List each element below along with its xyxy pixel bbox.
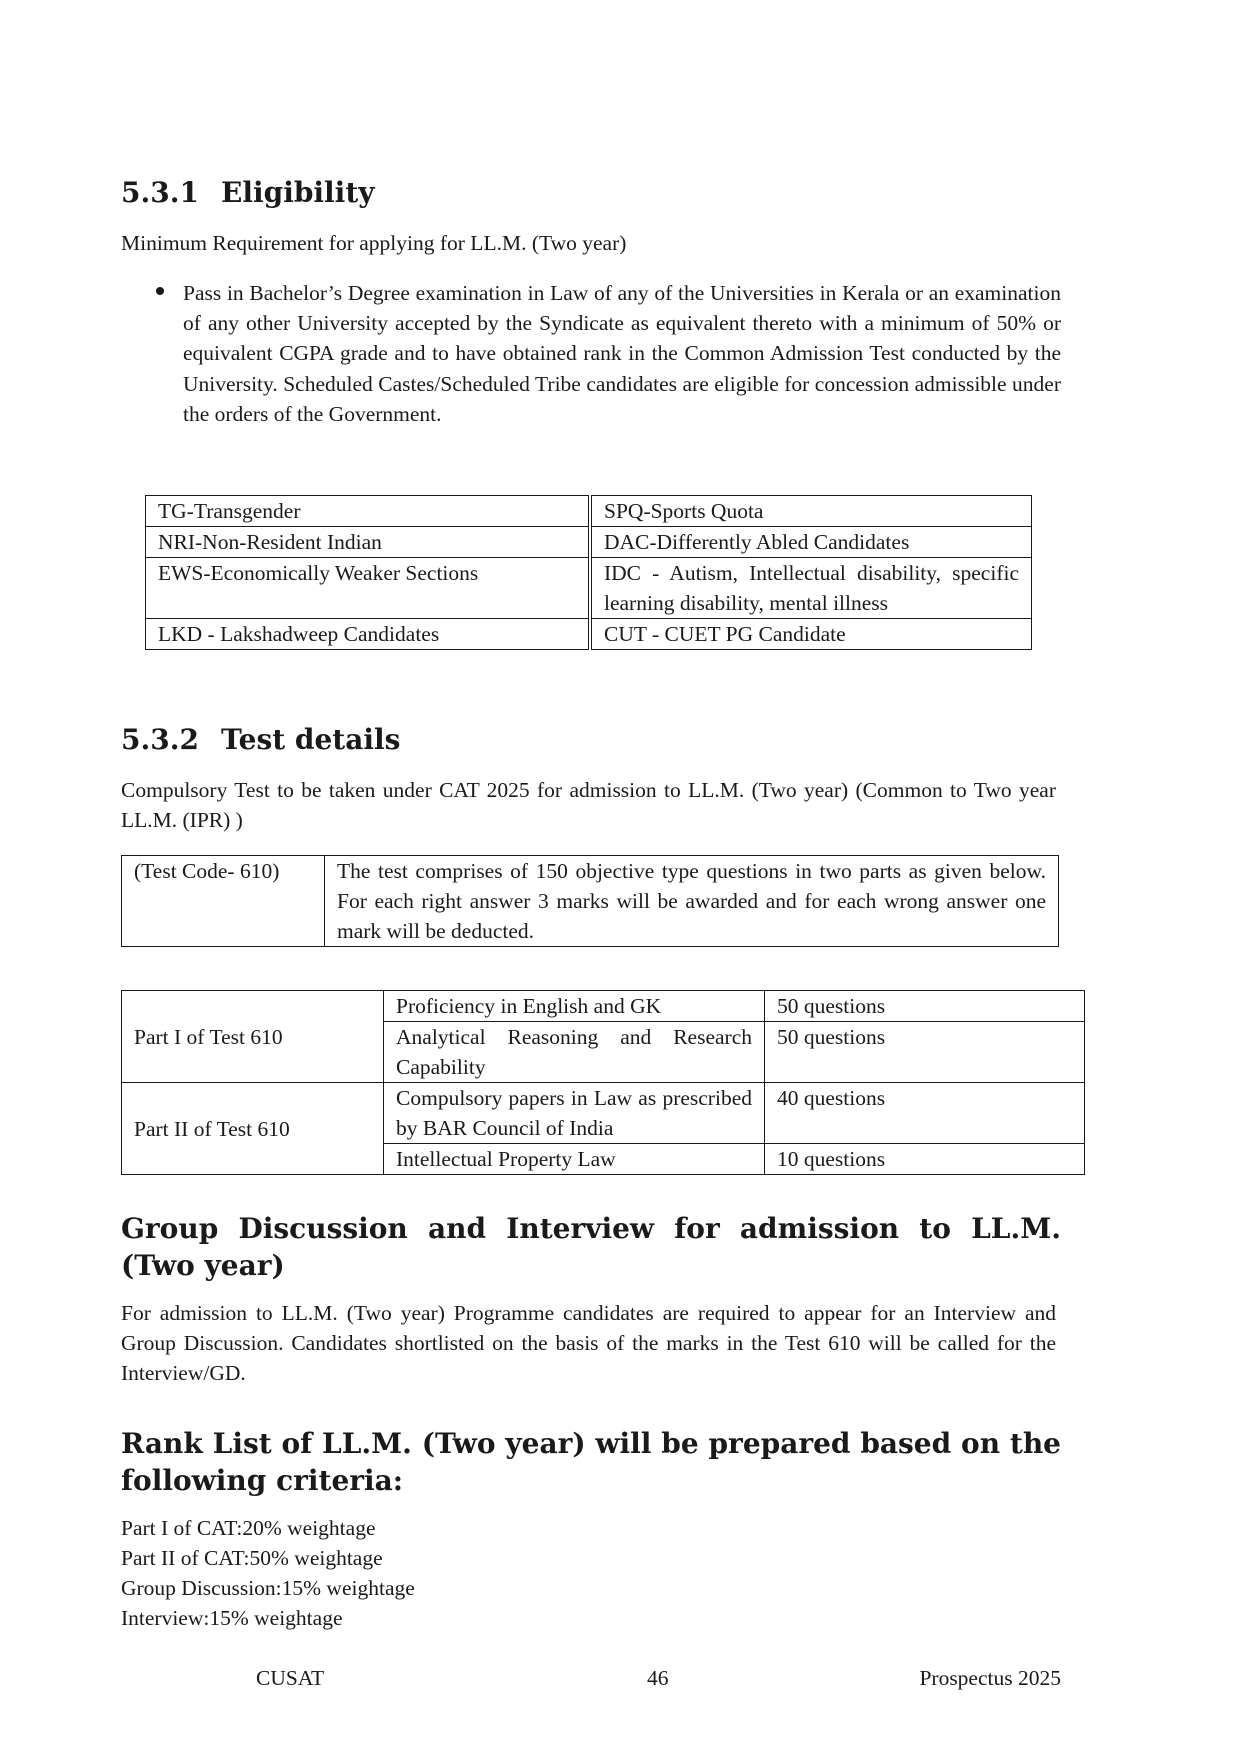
table-row (146, 619, 1032, 650)
eligibility-intro: Minimum Requirement for applying for LL.M. (Two year) (121, 231, 627, 255)
table-cell: EWS-Economically Weaker Sections (146, 558, 591, 619)
abbreviations-table (145, 495, 1032, 650)
table-cell: DAC-Differently Abled Candidates (590, 527, 1032, 558)
rank-criterion: Part I of CAT:20% weightage (121, 1516, 376, 1540)
footer-right: Prospectus 2025 (919, 1666, 1061, 1690)
page-number: 46 (647, 1666, 669, 1690)
subject-cell: Intellectual Property Law (384, 1144, 765, 1175)
section-title: Eligibility (221, 176, 375, 209)
eligibility-bullet-text: Pass in Bachelor’s Degree examination in Law of any of the Universities in Kerala or an examination of any other University accepted by the Syndicate as equivalent thereto with a minimum of 50% or equivalent CGPA grade and to have obtained rank in the Common Admission Test conducted by the University. Scheduled Castes/Scheduled Tribe candidates are eligible for concession admissible under the orders of the Government. (183, 281, 1061, 426)
test-parts-table (121, 990, 1085, 1175)
subject-cell: Compulsory papers in Law as prescribed by BAR Council of India (384, 1083, 765, 1144)
section-heading-eligibility (121, 176, 375, 209)
table-cell: IDC - Autism, Intellectual disability, specific learning disability, mental illness (590, 558, 1032, 619)
part-label: Part II of Test 610 (122, 1083, 384, 1175)
part-label: Part I of Test 610 (122, 991, 384, 1083)
test-code-description: The test comprises of 150 objective type questions in two parts as given below. For each right answer 3 marks will be awarded and for each wrong answer one mark will be deducted. (325, 856, 1059, 947)
table-row (146, 558, 1032, 619)
questions-cell: 50 questions (765, 1022, 1085, 1083)
table-row (122, 991, 1085, 1022)
gd-interview-heading: Group Discussion and Interview for admission to LL.M. (Two year) (121, 1212, 1061, 1282)
table-cell: SPQ-Sports Quota (590, 496, 1032, 527)
rank-list-heading: Rank List of LL.M. (Two year) will be prepared based on the following criteria: (121, 1427, 1061, 1497)
test-code-table (121, 855, 1059, 947)
footer-left: CUSAT (256, 1666, 325, 1690)
table-cell: TG-Transgender (146, 496, 591, 527)
test-code-label: (Test Code- 610) (122, 856, 325, 947)
section-number: 5.3.2 (121, 723, 199, 756)
section-heading-test-details (121, 723, 400, 756)
rank-criterion: Interview:15% weightage (121, 1606, 343, 1630)
bullet-icon (156, 287, 164, 295)
table-row (146, 496, 1032, 527)
test-details-intro: Compulsory Test to be taken under CAT 2025 for admission to LL.M. (Two year) (Common to Two year LL.M. (IPR) ) (121, 778, 1056, 832)
questions-cell: 10 questions (765, 1144, 1085, 1175)
table-cell: LKD - Lakshadweep Candidates (146, 619, 591, 650)
section-title: Test details (221, 723, 401, 756)
subject-cell: Proficiency in English and GK (384, 991, 765, 1022)
table-row (146, 527, 1032, 558)
table-row (122, 856, 1059, 947)
gd-interview-text: For admission to LL.M. (Two year) Programme candidates are required to appear for an Interview and Group Discussion. Candidates shortlisted on the basis of the marks in the Test 610 will be called for the Interview/GD. (121, 1301, 1056, 1385)
rank-criterion: Group Discussion:15% weightage (121, 1576, 415, 1600)
questions-cell: 40 questions (765, 1083, 1085, 1144)
table-cell: NRI-Non-Resident Indian (146, 527, 591, 558)
subject-cell: Analytical Reasoning and Research Capability (384, 1022, 765, 1083)
questions-cell: 50 questions (765, 991, 1085, 1022)
table-cell: CUT - CUET PG Candidate (590, 619, 1032, 650)
section-number: 5.3.1 (121, 176, 199, 209)
rank-criterion: Part II of CAT:50% weightage (121, 1546, 383, 1570)
table-row (122, 1083, 1085, 1144)
